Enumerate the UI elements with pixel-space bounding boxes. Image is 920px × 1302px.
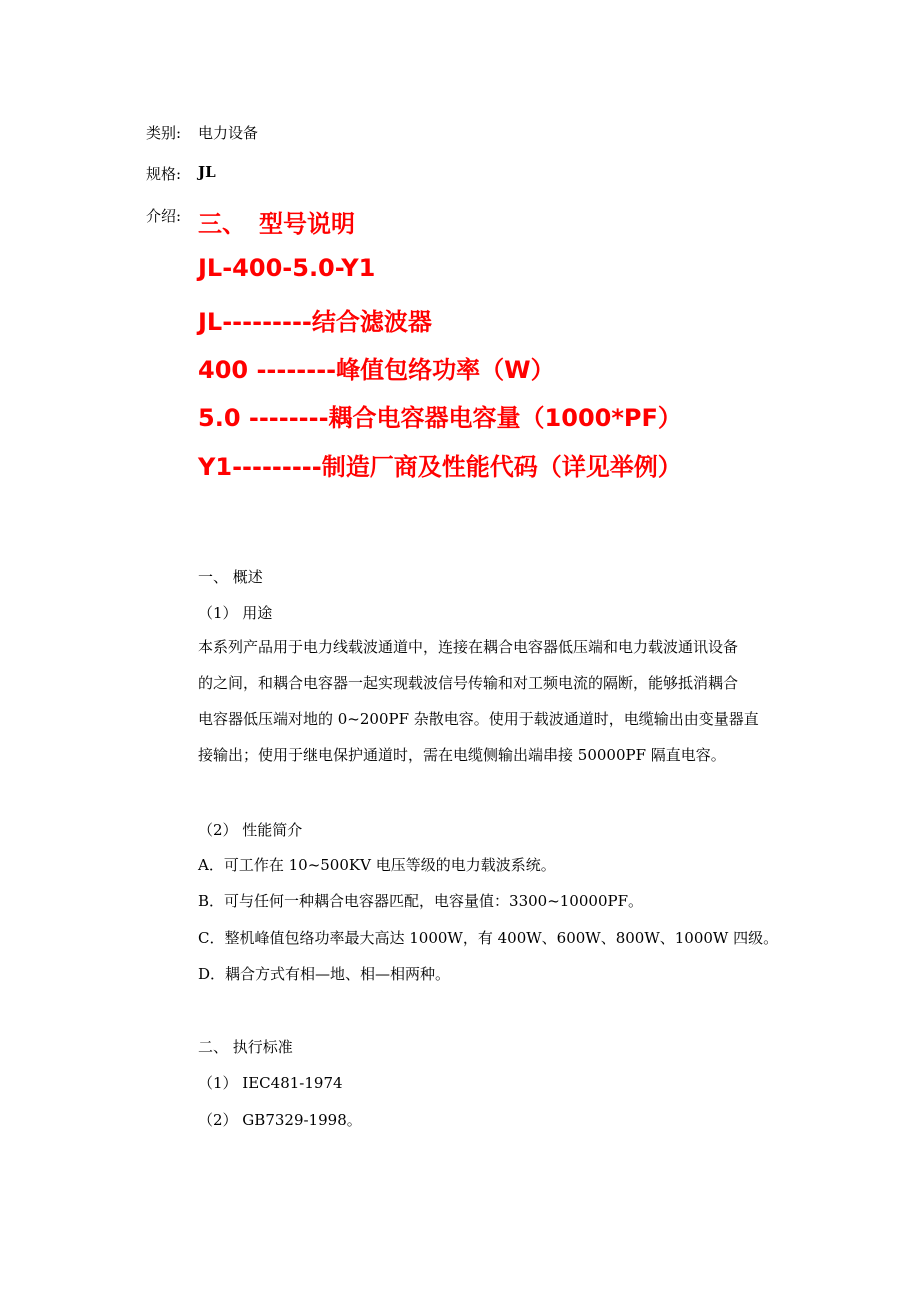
model-code: JL-400-5.0-Y1 bbox=[198, 254, 376, 282]
performance-item-c: C．整机峰值包络功率最大高达 1000W，有 400W、600W、800W、1000W 四级。 bbox=[198, 929, 779, 947]
model-heading-title: 型号说明 bbox=[259, 210, 355, 238]
category-label: 类别: bbox=[146, 124, 182, 142]
usage-line: 电容器低压端对地的 0~200PF 杂散电容。使用于载波通道时，电缆输出由变量器直 bbox=[198, 710, 759, 728]
spec-label: 规格: bbox=[146, 165, 182, 183]
performance-item-a: A．可工作在 10~500KV 电压等级的电力载波系统。 bbox=[198, 856, 556, 874]
performance-heading: （2） 性能简介 bbox=[198, 821, 303, 839]
overview-heading: 一、 概述 bbox=[198, 568, 263, 586]
model-heading-number: 三、 bbox=[198, 210, 246, 238]
model-line-5-0: 5.0 --------耦合电容器电容量（1000*PF） bbox=[198, 404, 682, 432]
standard-item-gb: （2） GB7329-1998。 bbox=[198, 1111, 362, 1129]
model-line-400: 400 --------峰值包络功率（W） bbox=[198, 356, 555, 384]
performance-item-b: B．可与任何一种耦合电容器匹配，电容量值：3300~10000PF。 bbox=[198, 892, 643, 910]
usage-paragraph bbox=[198, 629, 790, 773]
model-line-y1: Y1---------制造厂商及性能代码（详见举例） bbox=[198, 453, 682, 481]
model-line-jl: JL---------结合滤波器 bbox=[198, 308, 432, 336]
standards-heading: 二、 执行标准 bbox=[198, 1038, 293, 1056]
usage-line: 本系列产品用于电力线载波通道中，连接在耦合电容器低压端和电力载波通讯设备 bbox=[198, 638, 739, 656]
spec-value: JL bbox=[198, 163, 216, 181]
usage-line: 接输出；使用于继电保护通道时，需在电缆侧输出端串接 50000PF 隔直电容。 bbox=[198, 746, 726, 764]
performance-item-d: D．耦合方式有相—地、相—相两种。 bbox=[198, 965, 451, 983]
usage-line: 的之间，和耦合电容器一起实现载波信号传输和对工频电流的隔断，能够抵消耦合 bbox=[198, 674, 739, 692]
usage-heading: （1） 用途 bbox=[198, 604, 273, 622]
standard-item-iec: （1） IEC481-1974 bbox=[198, 1074, 343, 1092]
intro-label: 介绍: bbox=[146, 207, 182, 225]
category-value: 电力设备 bbox=[198, 124, 259, 142]
